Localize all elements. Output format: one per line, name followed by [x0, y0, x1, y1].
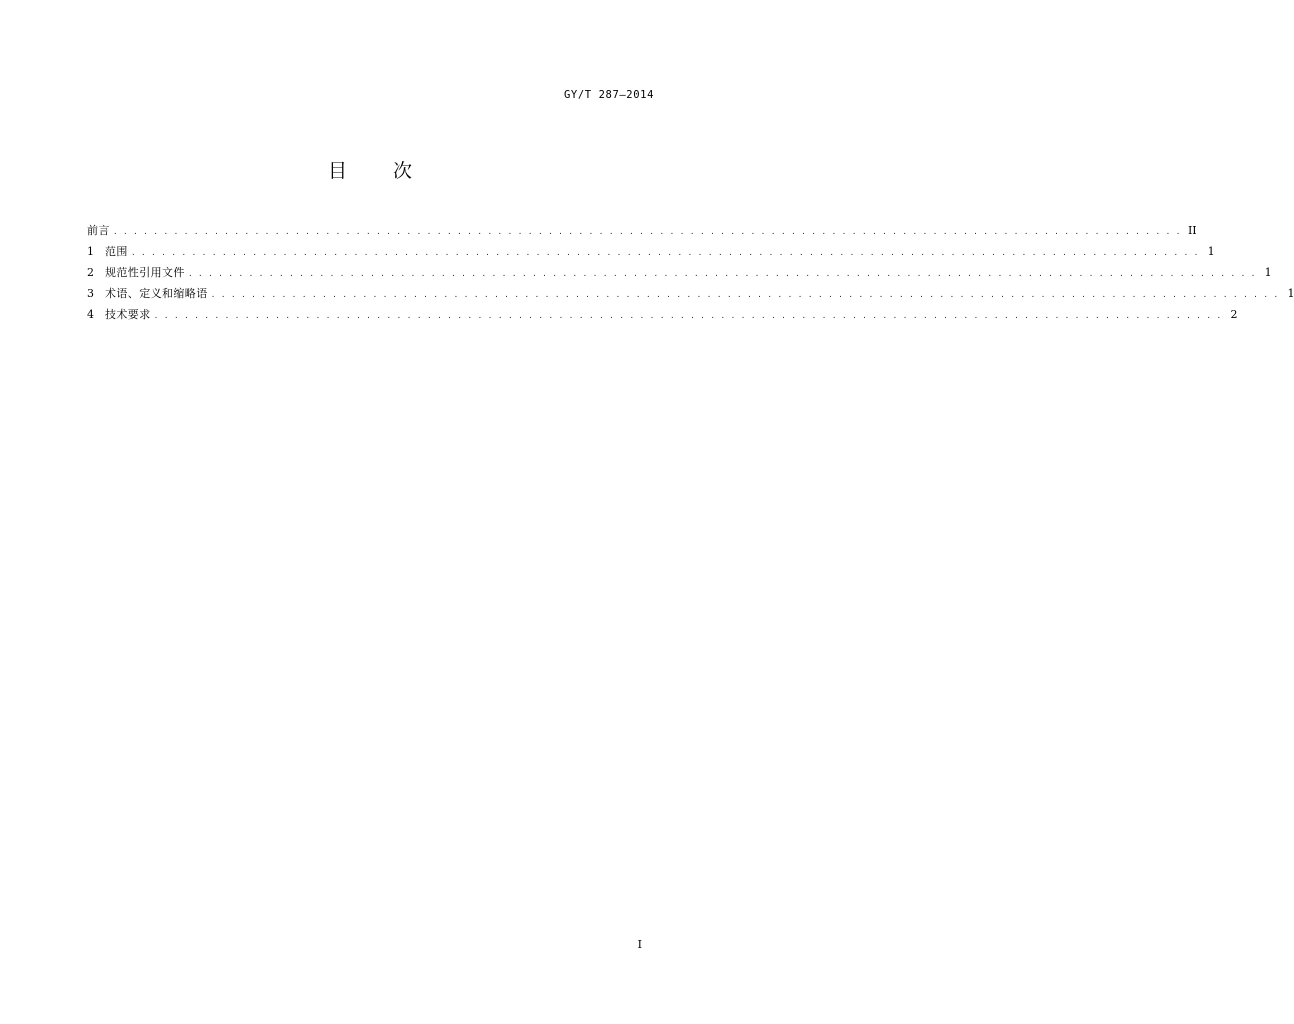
toc-entry-page: 2	[1230, 308, 1238, 321]
toc-entry-scope[interactable]	[87, 241, 1215, 262]
toc-entry-page: II	[1187, 224, 1197, 237]
toc-entry-technical-requirements[interactable]	[87, 304, 1238, 325]
title-char-1: 目	[327, 160, 347, 182]
toc-entry-number: 4	[87, 308, 94, 321]
table-of-contents	[87, 220, 1294, 325]
toc-entry-label: 前言	[87, 224, 110, 237]
toc-entry-label: 范围	[105, 245, 128, 258]
toc-entry-number: 1	[87, 245, 94, 258]
toc-entry-label: 术语、定义和缩略语	[105, 287, 208, 300]
toc-leader-dots: . . . . . . . . . . . . . . . . . . . . . . . . . . . . . . . . . . . . . . . . . . . . . . . . . . . . . . . . . . . . . . . . . . . . . . . . . . . . . . . . . . . . . . . . . . . . . . . . . . . . . . . . . .	[188, 269, 1257, 279]
toc-entry-page: 1	[1207, 245, 1215, 258]
toc-entry-number: 2	[87, 266, 94, 279]
page-number: I	[637, 938, 642, 951]
title-char-2: 次	[393, 160, 413, 182]
toc-leader-dots: . . . . . . . . . . . . . . . . . . . . . . . . . . . . . . . . . . . . . . . . . . . . . . . . . . . . . . . . . . . . . . . . . . . . . . . . . . . . . . . . . . . . . . . . . . . . . . . . . . . . . . . . . .	[211, 290, 1280, 300]
toc-entry-normative-references[interactable]	[87, 262, 1272, 283]
toc-leader-dots: . . . . . . . . . . . . . . . . . . . . . . . . . . . . . . . . . . . . . . . . . . . . . . . . . . . . . . . . . . . . . . . . . . . . . . . . . . . . . . . . . . . . . . . . . . . . . . . . . . . . . . . . . .	[113, 227, 1182, 237]
toc-entry-terms[interactable]	[87, 283, 1294, 304]
page-title	[0, 158, 740, 184]
toc-entry-label: 技术要求	[105, 308, 151, 321]
toc-leader-dots: . . . . . . . . . . . . . . . . . . . . . . . . . . . . . . . . . . . . . . . . . . . . . . . . . . . . . . . . . . . . . . . . . . . . . . . . . . . . . . . . . . . . . . . . . . . . . . . . . . . . . . . . . .	[131, 248, 1200, 258]
toc-leader-dots: . . . . . . . . . . . . . . . . . . . . . . . . . . . . . . . . . . . . . . . . . . . . . . . . . . . . . . . . . . . . . . . . . . . . . . . . . . . . . . . . . . . . . . . . . . . . . . . . . . . . . . . . . .	[154, 311, 1223, 321]
toc-entry-page: 1	[1287, 287, 1294, 300]
toc-entry-label: 规范性引用文件	[105, 266, 185, 279]
toc-entry-foreword[interactable]	[87, 220, 1197, 241]
toc-entry-page: 1	[1264, 266, 1272, 279]
standard-code: GY/T 287—2014	[564, 89, 654, 101]
toc-entry-number: 3	[87, 287, 94, 300]
